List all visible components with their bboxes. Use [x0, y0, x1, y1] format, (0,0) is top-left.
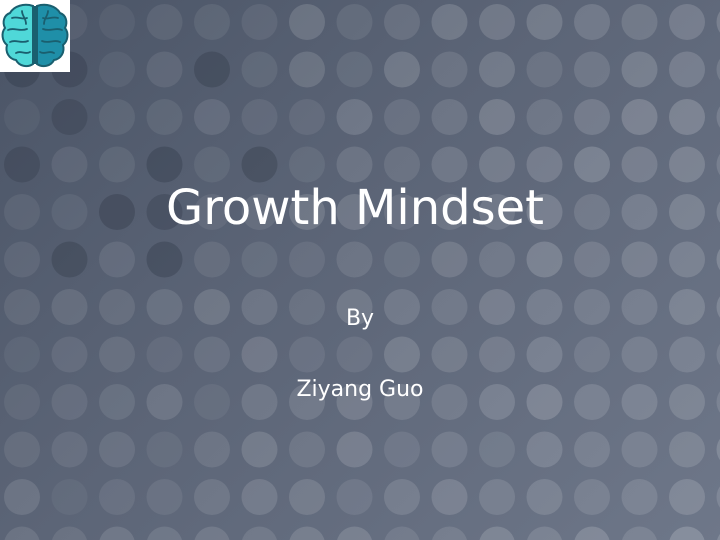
background-dot: [99, 4, 135, 40]
background-dot: [52, 527, 88, 540]
background-dot: [289, 432, 325, 468]
background-dot: [717, 194, 720, 230]
background-dot: [194, 432, 230, 468]
background-dot: [4, 99, 40, 135]
background-dot: [147, 4, 183, 40]
background-dot: [52, 242, 88, 278]
background-dot: [4, 479, 40, 515]
background-dot: [4, 527, 40, 540]
background-dot: [337, 479, 373, 515]
background-dot: [669, 147, 705, 183]
background-dot: [384, 337, 420, 373]
background-dot: [669, 4, 705, 40]
background-dot: [432, 479, 468, 515]
background-dot: [242, 4, 278, 40]
background-dot: [99, 99, 135, 135]
background-dot: [4, 242, 40, 278]
background-dot: [147, 527, 183, 540]
background-dot: [527, 432, 563, 468]
background-dot: [147, 99, 183, 135]
background-dot: [669, 432, 705, 468]
background-dot: [147, 242, 183, 278]
background-dot: [669, 479, 705, 515]
background-dot: [384, 4, 420, 40]
background-dot: [147, 337, 183, 373]
background-dot: [669, 337, 705, 373]
background-dot: [194, 4, 230, 40]
background-dot: [479, 4, 515, 40]
background-dot: [717, 527, 720, 540]
background-dot: [194, 147, 230, 183]
background-dot: [717, 147, 720, 183]
background-dot: [622, 337, 658, 373]
background-dot: [337, 242, 373, 278]
background-dot: [52, 147, 88, 183]
background-dot: [337, 147, 373, 183]
background-dot: [337, 337, 373, 373]
background-dot: [622, 527, 658, 540]
background-dot: [384, 147, 420, 183]
background-dot: [147, 147, 183, 183]
background-dot: [242, 242, 278, 278]
background-dot: [479, 337, 515, 373]
background-dot: [242, 99, 278, 135]
background-dot: [52, 337, 88, 373]
background-dot: [717, 337, 720, 373]
background-dot: [574, 479, 610, 515]
background-dot: [432, 4, 468, 40]
background-dot: [337, 52, 373, 88]
background-dot: [337, 527, 373, 540]
brain-icon: [0, 0, 70, 72]
background-dot: [479, 432, 515, 468]
background-dot: [194, 99, 230, 135]
background-dot: [289, 527, 325, 540]
background-dot: [289, 52, 325, 88]
background-dot: [337, 4, 373, 40]
background-dot: [479, 52, 515, 88]
background-dot: [479, 99, 515, 135]
background-dot: [527, 4, 563, 40]
background-dot: [147, 52, 183, 88]
background-dot: [527, 52, 563, 88]
background-dot: [479, 527, 515, 540]
background-dot: [717, 242, 720, 278]
background-dot: [574, 147, 610, 183]
background-dot: [384, 52, 420, 88]
background-dot: [4, 337, 40, 373]
background-dot: [242, 479, 278, 515]
background-dot: [717, 4, 720, 40]
author-name: Ziyang Guo: [296, 377, 424, 402]
background-dot: [194, 527, 230, 540]
background-dot: [669, 99, 705, 135]
background-dot: [242, 527, 278, 540]
background-dot: [527, 479, 563, 515]
background-dot: [384, 479, 420, 515]
slide-title: Growth Mindset: [166, 180, 544, 236]
background-dot: [4, 432, 40, 468]
background-dot: [52, 479, 88, 515]
background-dot: [574, 432, 610, 468]
background-dot: [479, 479, 515, 515]
background-dot: [717, 52, 720, 88]
background-dot: [479, 242, 515, 278]
background-dot: [622, 479, 658, 515]
background-dot: [574, 527, 610, 540]
background-dot: [99, 242, 135, 278]
background-dot: [289, 479, 325, 515]
background-dot: [717, 99, 720, 135]
background-dot: [99, 52, 135, 88]
background-dot: [574, 242, 610, 278]
background-dot: [99, 147, 135, 183]
background-dot: [194, 337, 230, 373]
background-dot: [622, 99, 658, 135]
background-dot: [337, 432, 373, 468]
background-dot: [527, 242, 563, 278]
background-dot: [527, 527, 563, 540]
background-dot: [622, 52, 658, 88]
background-dot: [52, 432, 88, 468]
background-dot: [289, 337, 325, 373]
background-dot: [432, 52, 468, 88]
background-dot: [289, 99, 325, 135]
background-dot: [242, 337, 278, 373]
background-dot: [527, 337, 563, 373]
background-dot: [289, 4, 325, 40]
background-dot: [622, 242, 658, 278]
background-dot: [574, 52, 610, 88]
background-dot: [99, 337, 135, 373]
background-dot: [574, 337, 610, 373]
background-dot: [147, 479, 183, 515]
background-dot: [669, 527, 705, 540]
background-dot: [384, 432, 420, 468]
background-dot: [337, 99, 373, 135]
background-dot: [384, 242, 420, 278]
background-dot: [574, 4, 610, 40]
background-dot: [622, 147, 658, 183]
background-dot: [717, 432, 720, 468]
background-dot: [432, 99, 468, 135]
background-dot: [99, 432, 135, 468]
background-dot: [622, 4, 658, 40]
background-dot: [52, 99, 88, 135]
background-dot: [289, 147, 325, 183]
background-dot: [622, 432, 658, 468]
background-dot: [669, 52, 705, 88]
background-dot: [147, 432, 183, 468]
background-dot: [479, 147, 515, 183]
background-dot: [194, 242, 230, 278]
byline: By: [345, 306, 375, 331]
background-dot: [194, 52, 230, 88]
background-dot: [717, 479, 720, 515]
background-dot: [432, 147, 468, 183]
background-dot: [289, 242, 325, 278]
background-dot: [527, 147, 563, 183]
background-dot: [432, 242, 468, 278]
brain-logo: [0, 0, 70, 72]
background-dot: [432, 337, 468, 373]
background-dot: [242, 432, 278, 468]
background-dot: [527, 99, 563, 135]
background-dot: [194, 479, 230, 515]
background-dot: [99, 479, 135, 515]
background-dot: [574, 99, 610, 135]
background-dot: [99, 527, 135, 540]
background-dot: [4, 147, 40, 183]
background-dot: [384, 527, 420, 540]
background-dot: [432, 432, 468, 468]
background-dot: [242, 52, 278, 88]
background-dot: [242, 147, 278, 183]
background-dot: [432, 527, 468, 540]
background-dot: [384, 99, 420, 135]
background-dot: [669, 242, 705, 278]
